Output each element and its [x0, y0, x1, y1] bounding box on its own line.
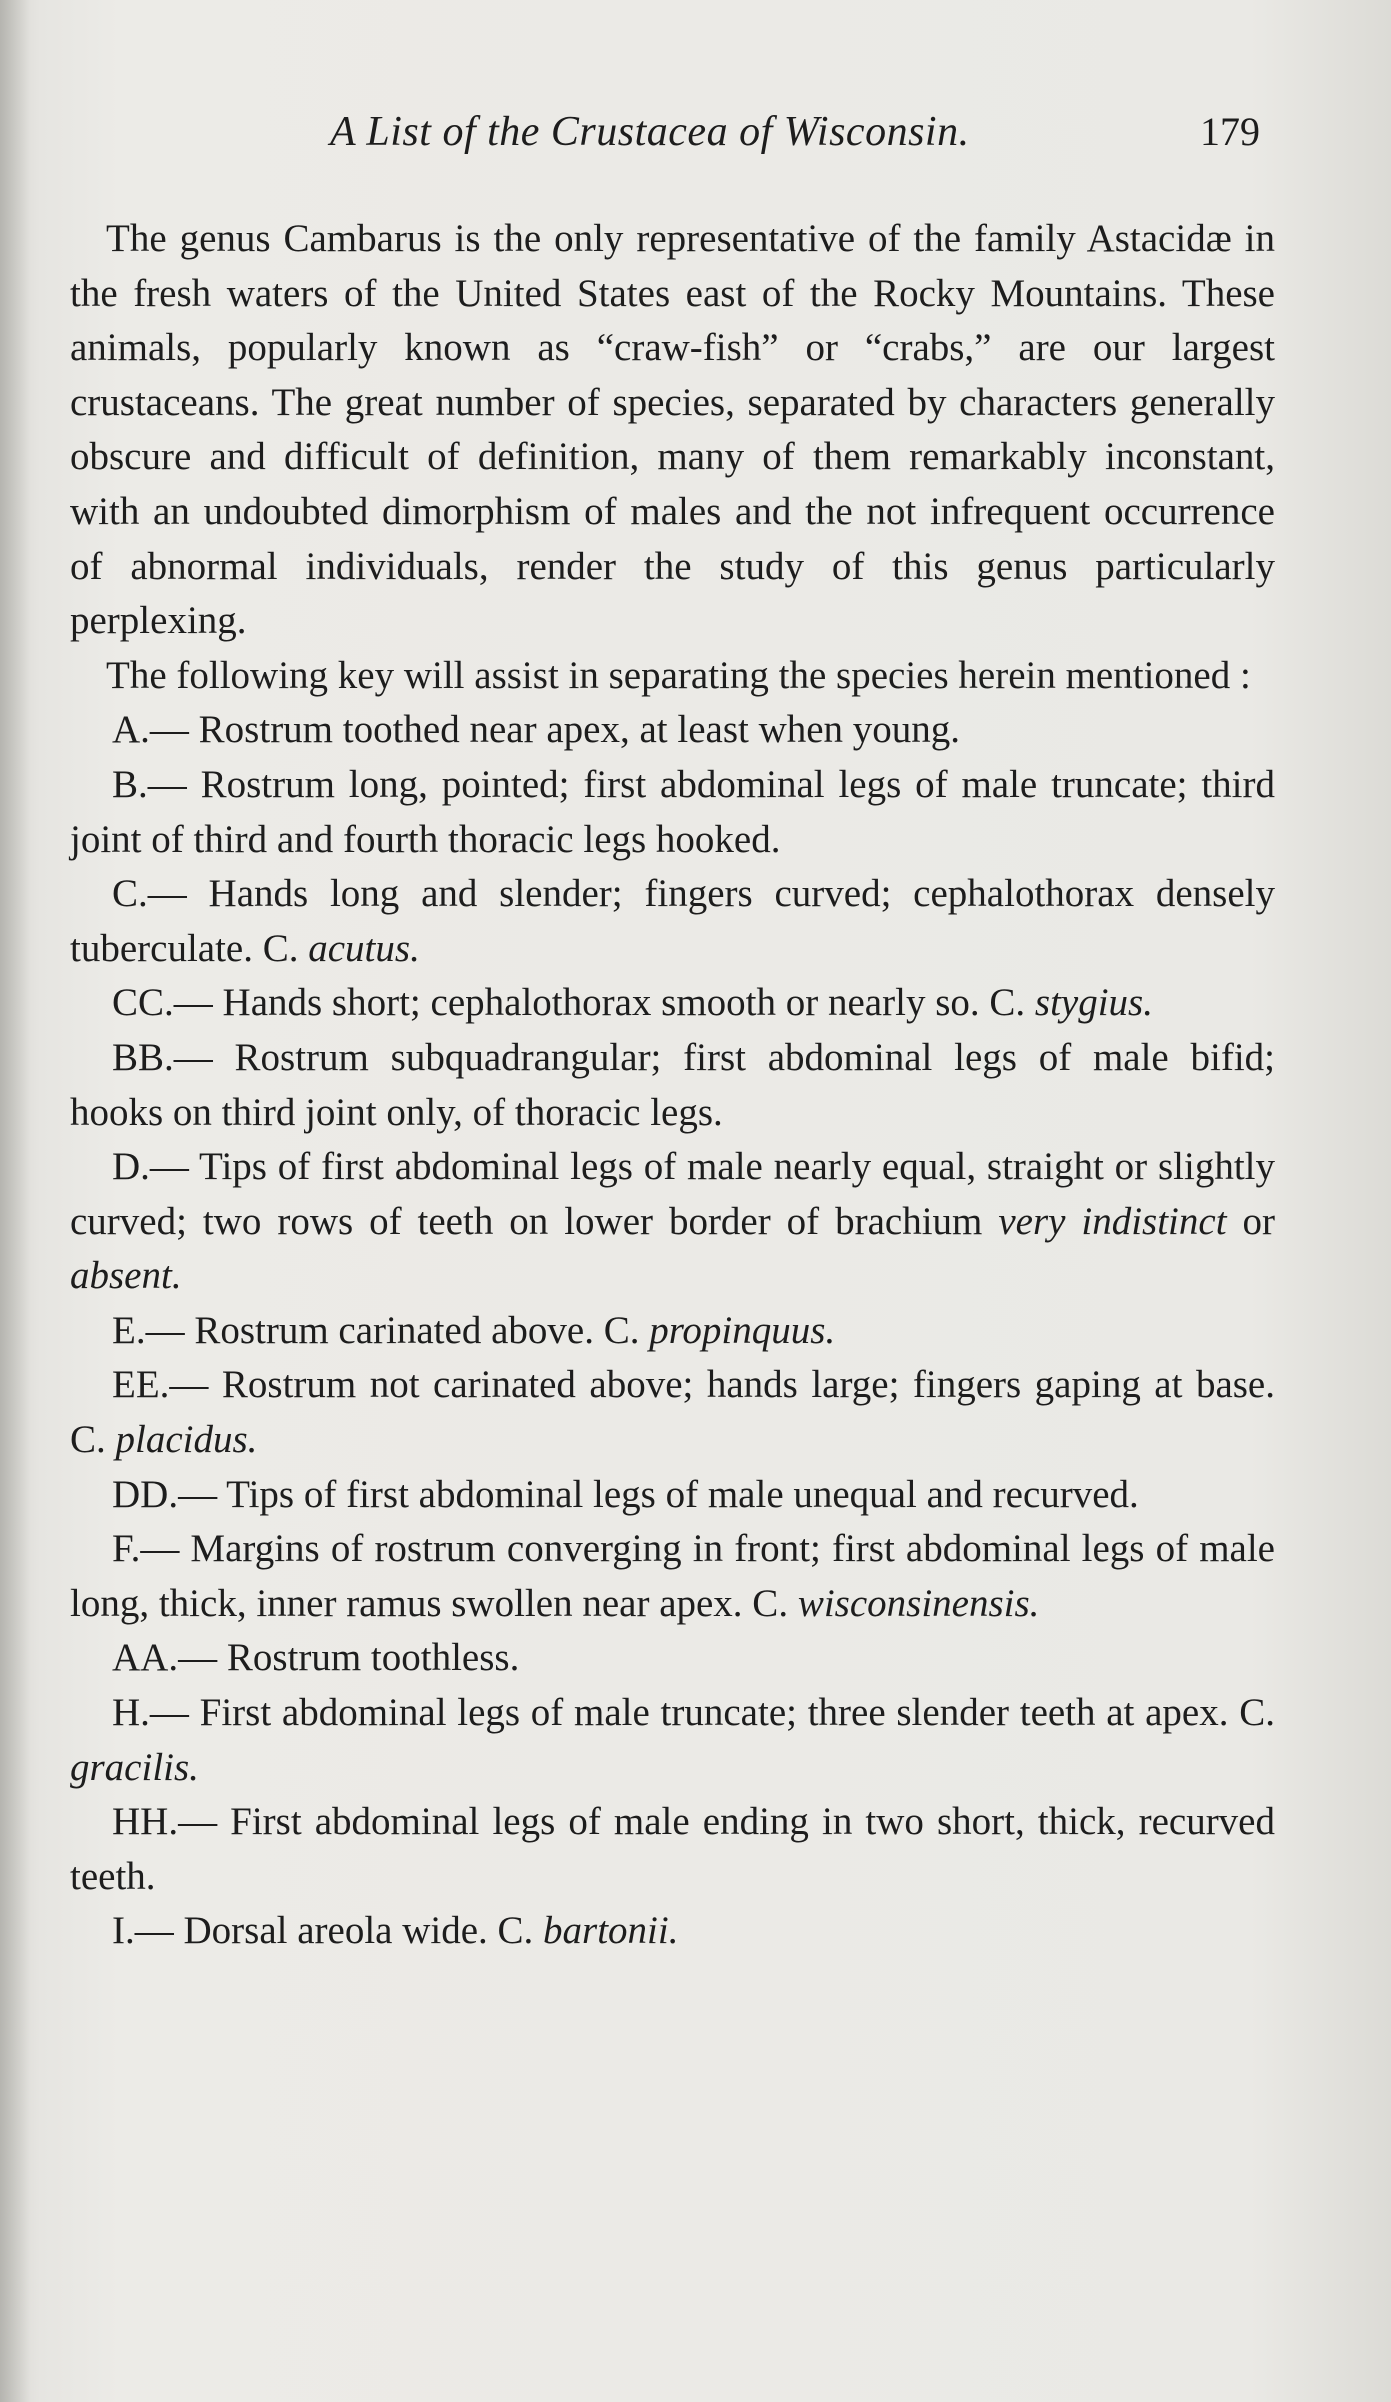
key-entry-text: CC.— Hands short; cephalothorax smooth or nearly so. C. — [112, 981, 1035, 1025]
key-intro-paragraph: The following key will assist in separating the species herein mentioned : — [106, 653, 1251, 697]
key-entry-d — [70, 1140, 1275, 1304]
key-entry-b — [70, 758, 1275, 867]
key-entry-c — [70, 867, 1275, 976]
species-name: bartonii. — [543, 1909, 679, 1953]
key-entry-bb — [70, 1031, 1275, 1140]
species-name: stygius. — [1034, 981, 1153, 1025]
page-header — [0, 108, 1391, 168]
intro-paragraph: The genus Cambarus is the only representative of the family Astacidæ in the fresh waters of the United States east of the Rocky Mountains. These animals, popularly known as “craw-fish” or “crabs,” are our largest crustaceans. The great number of species, separated by characters generally obscure and difficult of definition, many of them remarkably inconstant, with an undoubted dimorphism of males and the not infrequent occurrence of abnormal individuals, render the study of this genus particularly perplexing. — [70, 217, 1275, 643]
key-entry-ee — [70, 1358, 1275, 1467]
emphasis-text: very indistinct — [998, 1199, 1227, 1243]
key-entry-aa — [70, 1631, 1275, 1686]
species-name: placidus. — [115, 1418, 258, 1462]
emphasis-text: absent. — [70, 1254, 182, 1298]
key-entry-i — [70, 1904, 1275, 1959]
key-entry-text: DD.— Tips of first abdominal legs of male unequal and recurved. — [112, 1472, 1139, 1516]
page-number: 179 — [1200, 109, 1260, 154]
key-entry-h — [70, 1686, 1275, 1795]
key-entry-text: D.— Tips of first abdominal legs of male nearly equal, straight or slightly curved; two rows of teeth on lower border of brachium — [70, 1145, 1275, 1243]
species-name: propinquus. — [649, 1308, 836, 1352]
key-entry-text: A.— Rostrum toothed near apex, at least when young. — [112, 708, 961, 752]
key-entry-text: HH.— First abdominal legs of male ending in two short, thick, recurved teeth. — [70, 1800, 1275, 1898]
key-entry-text: C.— Hands long and slender; fingers curved; cephalothorax densely tuberculate. C. — [70, 872, 1275, 970]
key-entry-text: or — [1226, 1199, 1275, 1243]
key-entry-e — [70, 1304, 1275, 1359]
key-entry-text: B.— Rostrum long, pointed; first abdominal legs of male truncate; third joint of third and fourth thoracic legs hooked. — [70, 762, 1275, 861]
key-entry-text: E.— Rostrum carinated above. C. — [112, 1308, 650, 1352]
key-entry-f — [70, 1522, 1275, 1631]
key-entry-text: I.— Dorsal areola wide. C. — [112, 1909, 544, 1953]
key-entry-a — [70, 703, 1275, 758]
species-name: gracilis. — [70, 1745, 199, 1789]
key-entry-text: H.— First abdominal legs of male truncate; three slender teeth at apex. C. — [112, 1691, 1275, 1735]
key-entry-text: AA.— Rostrum toothless. — [112, 1636, 520, 1680]
key-entry-text: BB.— Rostrum subquadrangular; first abdominal legs of male bifid; hooks on third joint only, of thoracic legs. — [70, 1035, 1275, 1134]
key-entry-dd — [70, 1468, 1275, 1523]
key-entry-text: EE.— Rostrum not carinated above; hands large; fingers gaping at base. C. — [70, 1363, 1275, 1462]
key-entry-hh — [70, 1795, 1275, 1904]
gutter-shadow — [0, 0, 30, 2402]
running-title: A List of the Crustacea of Wisconsin. — [330, 109, 970, 155]
body-text — [70, 212, 1275, 1959]
species-name: wisconsinensis. — [797, 1581, 1040, 1625]
species-name: acutus. — [308, 926, 420, 970]
species-key — [70, 703, 1275, 1959]
key-entry-text: F.— Margins of rostrum converging in front; first abdominal legs of male long, thick, inner ramus swollen near apex. C. — [70, 1527, 1275, 1625]
key-entry-cc — [70, 976, 1275, 1031]
